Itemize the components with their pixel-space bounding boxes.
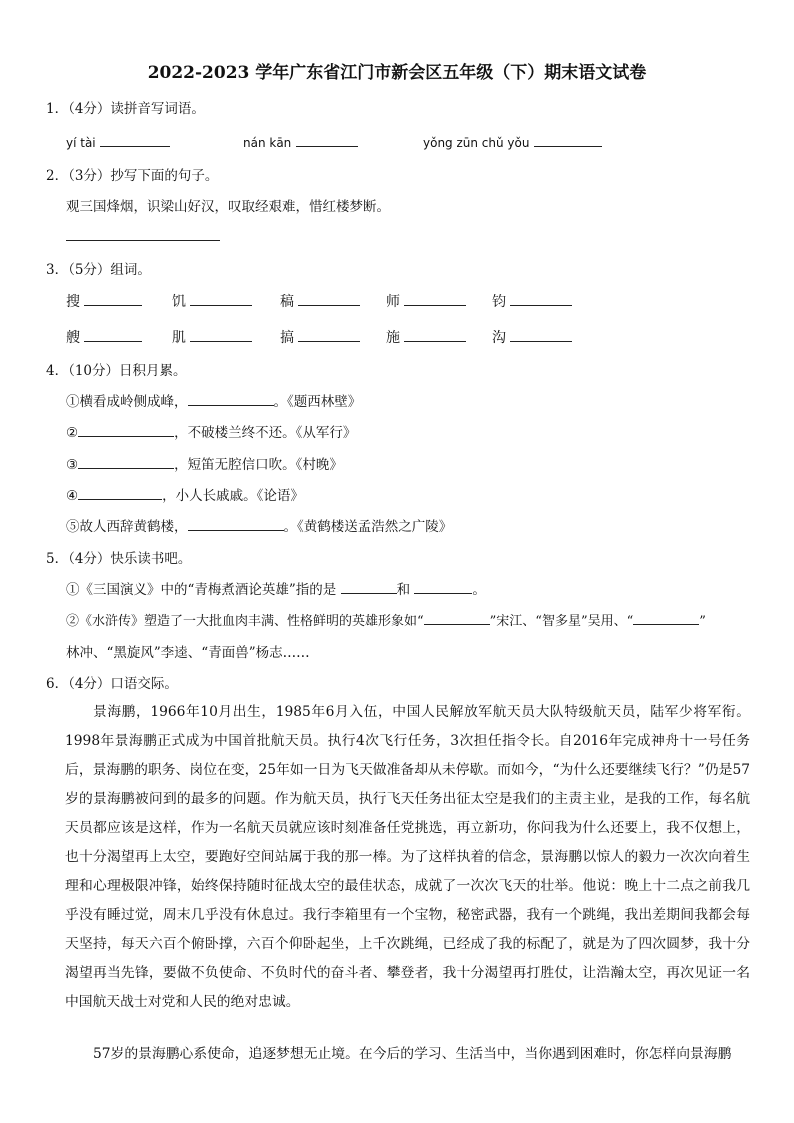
q1-item-2 — [243, 132, 358, 151]
answer-blank[interactable] — [78, 485, 162, 500]
answer-blank[interactable] — [188, 391, 274, 406]
q4-line-4 — [66, 484, 304, 504]
answer-blank[interactable] — [66, 226, 220, 241]
text: ⑤故人西辞黄鹤楼， — [66, 519, 188, 535]
q1-item-3 — [423, 132, 602, 151]
word-cell — [280, 291, 360, 311]
answer-blank[interactable] — [190, 327, 252, 342]
word-cell — [66, 327, 142, 347]
answer-blank[interactable] — [404, 327, 466, 342]
character: 钧 — [492, 294, 506, 310]
answer-blank[interactable] — [633, 610, 699, 625]
character: 搞 — [280, 330, 294, 346]
word-cell — [66, 291, 142, 311]
character: 稿 — [280, 294, 294, 310]
answer-blank[interactable] — [100, 132, 170, 147]
word-cell — [386, 291, 466, 311]
q4-line-2 — [66, 421, 356, 441]
text: ③ — [66, 457, 79, 473]
character: 艘 — [66, 330, 80, 346]
question-6-heading: 6．（4分）口语交际。 — [46, 676, 178, 692]
answer-blank[interactable] — [78, 422, 174, 437]
text: ，小人长戚戚。《论语》 — [162, 488, 304, 504]
question-3-heading: 3．（5分）组词。 — [46, 262, 151, 278]
pinyin-1: yí tài — [66, 136, 96, 150]
reading-passage: 景海鹏，1966年10月出生，1985年6月入伍，中国人民解放军航天员大队特级航天员，陆军少将军衔。1998年景海鹏正式成为中国首批航天员。执行4次飞行任务，3次担任指令长。自2016年完成神舟十一号任务后，景海鹏的职务、岗位在变，25年如一日为飞天做准备却从未停歇。而如今，“为什么还要继续飞行？”仍是57岁的景海鹏被问到的最多的问题。作为航天员，执行飞天任务出征太空是我们的主责主业，是我的工作，每名航天员都应该是这样，作为一名航天员就应该时刻准备任党挑选，再立新功，你问我为什么还要上，我不仅想上，也十分渴望再上太空，要跑好空间站属于我的那一棒。为了这样执着的信念，景海鹏以惊人的毅力一次次向着生理和心理极限冲锋，始终保持随时征战太空的最佳状态，成就了一次次飞天的壮举。他说：晚上十二点之前我几乎没有睡过觉，周末几乎没有休息过。我行李箱里有一个宝物，秘密武器，我有一个跳绳，我出差期间我都会每天坚持，每天六百个俯卧撑，六百个仰卧起坐，上千次跳绳，已经成了我的标配了，就是为了四次圆梦，我十分渴望再当先锋，要做不负使命、不负时代的奋斗者、攀登者，我十分渴望再打胜仗，让浩瀚太空，再次见证一名中国航天战士对党和人民的绝对忠诚。 — [65, 704, 750, 1010]
answer-blank[interactable] — [534, 132, 602, 147]
word-cell — [492, 291, 572, 311]
answer-blank[interactable] — [78, 454, 174, 469]
character: 沟 — [492, 330, 506, 346]
q5-line-1 — [66, 578, 486, 598]
question-prompt: 57岁的景海鹏心系使命，追逐梦想无止境。在今后的学习、生活当中，当你遇到困难时，你怎样向景海鹏 — [93, 1046, 732, 1062]
answer-blank[interactable] — [84, 291, 142, 306]
q5-line-2 — [66, 610, 706, 629]
q5-line-3: 林冲、“黑旋风”李逵、“青面兽”杨志…… — [66, 645, 310, 661]
answer-blank[interactable] — [188, 516, 284, 531]
q2-sentence: 观三国烽烟，识梁山好汉，叹取经艰难，惜红楼梦断。 — [66, 199, 390, 215]
answer-blank[interactable] — [190, 291, 252, 306]
character: 师 — [386, 294, 400, 310]
word-cell — [280, 327, 360, 347]
text: ②《水浒传》塑造了一大批血肉丰满、性格鲜明的英雄形象如“ — [66, 614, 424, 629]
q4-line-5 — [66, 515, 452, 535]
pinyin-3: yǒng zūn chǔ yǒu — [423, 136, 530, 150]
text: 。《题西林壁》 — [273, 394, 362, 410]
text: ④ — [66, 488, 79, 504]
word-cell — [386, 327, 466, 347]
text: ” — [699, 614, 706, 629]
text: ①《三国演义》中的“青梅煮酒论英雄”指的是 — [66, 582, 337, 598]
character: 搜 — [66, 294, 80, 310]
text: ①横看成岭侧成峰， — [66, 394, 188, 410]
page-title: 2022-2023 学年广东省江门市新会区五年级（下）期末语文试卷 — [147, 63, 647, 83]
answer-blank[interactable] — [298, 291, 360, 306]
text: 。 — [472, 582, 486, 598]
text: ② — [66, 425, 79, 441]
pinyin-2: nán kān — [243, 136, 292, 150]
q4-line-1 — [66, 390, 361, 410]
question-4-heading: 4．（10分）日积月累。 — [46, 363, 187, 379]
q1-item-1 — [66, 132, 170, 151]
text: ，短笛无腔信口吹。《村晚》 — [174, 457, 343, 473]
answer-blank[interactable] — [298, 327, 360, 342]
question-2-heading: 2．（3分）抄写下面的句子。 — [46, 168, 219, 184]
answer-blank[interactable] — [296, 132, 358, 147]
q4-line-3 — [66, 453, 343, 473]
text: 。《黄鹤楼送孟浩然之广陵》 — [283, 519, 453, 535]
text: ”宋江、“智多星”吴用、“ — [489, 614, 634, 629]
answer-blank[interactable] — [414, 579, 472, 594]
answer-blank[interactable] — [404, 291, 466, 306]
answer-blank[interactable] — [424, 610, 490, 625]
text: ，不破楼兰终不还。《从军行》 — [174, 425, 357, 441]
answer-blank[interactable] — [341, 579, 397, 594]
word-cell — [492, 327, 572, 347]
answer-blank[interactable] — [510, 291, 572, 306]
word-cell — [172, 327, 252, 347]
character: 肌 — [172, 330, 186, 346]
answer-blank[interactable] — [510, 327, 572, 342]
q2-answer-line — [66, 226, 220, 245]
text: 和 — [396, 582, 411, 598]
character: 饥 — [172, 294, 186, 310]
answer-blank[interactable] — [84, 327, 142, 342]
character: 施 — [386, 330, 400, 346]
word-cell — [172, 291, 252, 311]
question-1-heading: 1．（4分）读拼音写词语。 — [46, 101, 205, 117]
question-5-heading: 5．（4分）快乐读书吧。 — [46, 551, 192, 567]
